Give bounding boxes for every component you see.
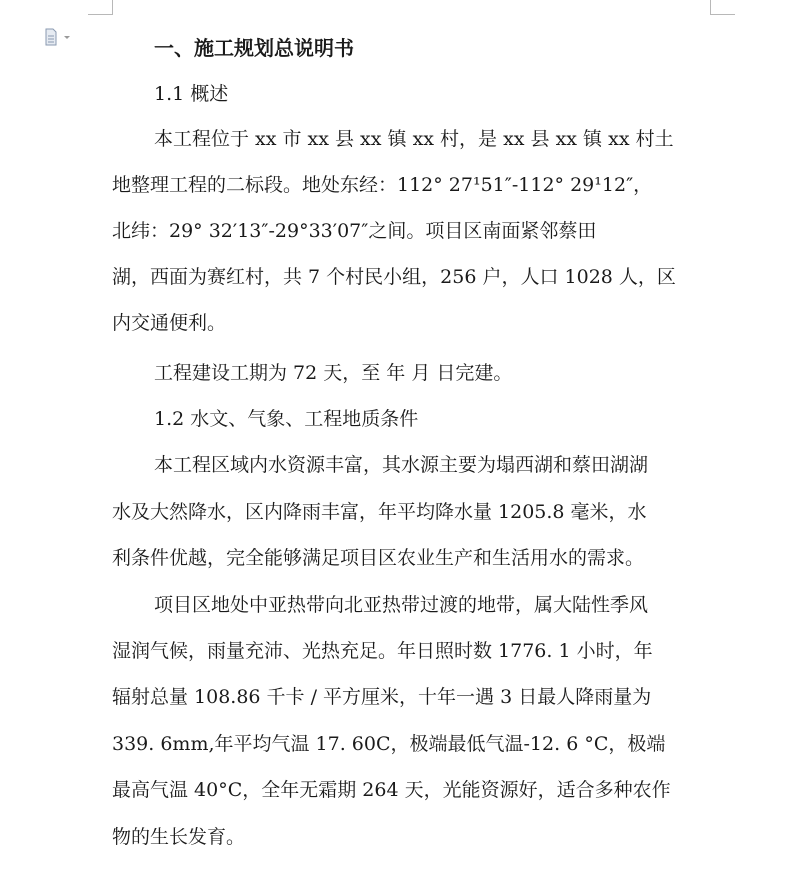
paragraph-line: 水及大然降水，区内降雨丰富，年平均降水量 1205.8 毫米，水	[112, 501, 647, 523]
chevron-down-icon	[64, 36, 70, 39]
paragraph-line: 北纬：29° 32′13″-29°33′07″之间。项目区南面紧邻蔡田	[112, 220, 597, 242]
paragraph-line: 工程建设工期为 72 天，至 年 月 日完建。	[154, 362, 513, 384]
paragraph-line: 内交通便利。	[112, 312, 227, 334]
section-heading: 1.1 概述	[154, 83, 229, 105]
paragraph-line: 本工程位于 xx 市 xx 县 xx 镇 xx 村，是 xx 县 xx 镇 xx 村土	[154, 128, 674, 150]
paragraph-line: 物的生长发育。	[112, 826, 246, 848]
paragraph-line: 339. 6mm,年平均气温 17. 60C，极端最低气温-12. 6 °C，极端	[112, 733, 666, 755]
page-corner-top-right	[710, 0, 735, 15]
section-heading: 1.2 水文、气象、工程地质条件	[154, 408, 419, 430]
page-title: 一、施工规划总说明书	[154, 36, 354, 60]
page-corner-top-left	[88, 0, 113, 15]
paragraph-line: 利条件优越，完全能够满足项目区农业生产和生活用水的需求。	[112, 547, 645, 569]
document-icon[interactable]	[44, 28, 72, 46]
paragraph-line: 湿润气候，雨量充沛、光热充足。年日照时数 1776. 1 小时，年	[112, 640, 653, 662]
paragraph-line: 本工程区域内水资源丰富，其水源主要为塌西湖和蔡田湖湖	[154, 454, 649, 476]
paragraph-line: 项目区地处中亚热带向北亚热带过渡的地带，属大陆性季风	[154, 594, 649, 616]
paragraph-line: 最高气温 40°C，全年无霜期 264 天，光能资源好，适合多种农作	[112, 779, 671, 801]
paragraph-line: 地整理工程的二标段。地处东经：112° 27¹51″-112° 29¹12″，	[112, 174, 653, 196]
paragraph-line: 湖，西面为赛红村，共 7 个村民小组，256 户，人口 1028 人，区	[112, 266, 676, 288]
paragraph-line: 辐射总量 108.86 千卡 / 平方厘米，十年一遇 3 日最人降雨量为	[112, 686, 652, 708]
